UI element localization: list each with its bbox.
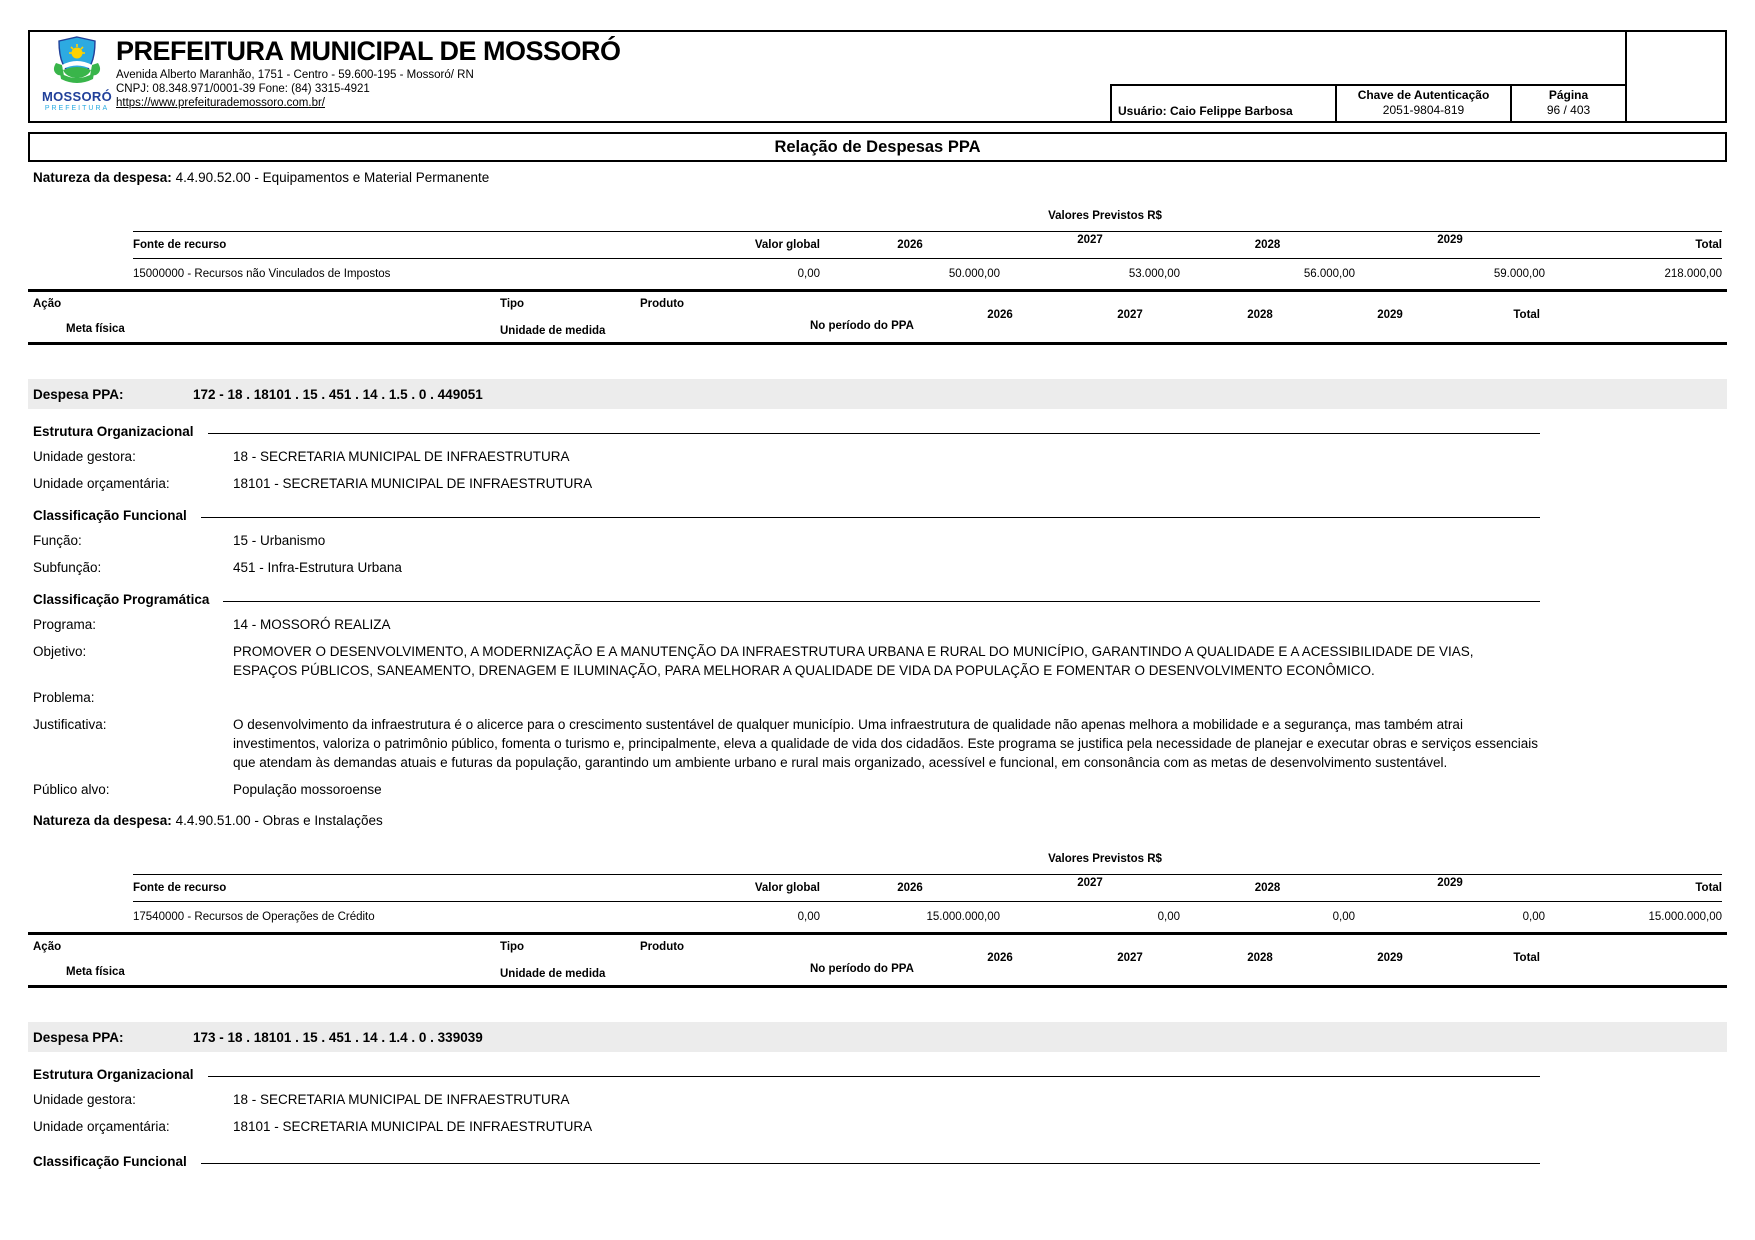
field-label: Subfunção:	[33, 560, 102, 575]
nature-value: 4.4.90.51.00 - Obras e Instalações	[175, 813, 383, 828]
header-box	[28, 30, 1627, 123]
detail-row-subfuncao	[33, 558, 1727, 577]
org-address: Avenida Alberto Maranhão, 1751 - Centro - 59.600-195 - Mossoró/ RN	[116, 69, 474, 81]
despesa-ppa-bar-1	[28, 379, 1727, 409]
cell-2028: 56.000,00	[1303, 268, 1355, 280]
field-value: 18101 - SECRETARIA MUNICIPAL DE INFRAESTRUTURA	[233, 476, 593, 491]
col-2029-label: 2029	[1437, 234, 1463, 246]
report-title-bar	[28, 132, 1727, 162]
acao-col-2027: 2027	[1117, 952, 1143, 964]
col-2027	[1000, 877, 1180, 894]
nature-label: Natureza da despesa:	[33, 170, 172, 185]
section-heading-text: Classificação Funcional	[33, 1154, 187, 1169]
col-2028: 2028	[1254, 239, 1281, 251]
field-label: Função:	[33, 533, 82, 548]
tipo-label: Tipo	[500, 298, 525, 310]
acao-label: Ação	[33, 941, 62, 953]
col-valor-global: Valor global	[754, 882, 820, 894]
section-heading-estrutura-organizacional-1	[33, 424, 1540, 439]
cell-2028: 0,00	[1332, 911, 1355, 923]
field-label: Unidade orçamentária:	[33, 1119, 170, 1134]
cell-valor-global: 0,00	[797, 268, 820, 280]
acao-label: Ação	[33, 298, 62, 310]
col-2027-label: 2027	[1077, 234, 1103, 246]
acao-col-2029: 2029	[1377, 309, 1403, 321]
nature-line	[33, 813, 1727, 828]
acao-col-2027: 2027	[1117, 309, 1143, 321]
field-label: Unidade gestora:	[33, 449, 136, 464]
user-info-strip	[1110, 84, 1625, 121]
heading-rule	[208, 1076, 1540, 1077]
acao-col-total: Total	[1513, 309, 1540, 321]
field-label: Objetivo:	[33, 644, 87, 659]
despesa-ppa-label: Despesa PPA:	[33, 1029, 124, 1045]
nature-line	[33, 170, 1727, 185]
section-heading-classificacao-funcional-2	[33, 1154, 1540, 1169]
meta-fisica-label: Meta física	[66, 323, 125, 335]
detail-row-unidade-gestora-2	[33, 1090, 1727, 1109]
col-fonte-de-recurso: Fonte de recurso	[133, 239, 227, 251]
funding-table-header-row	[133, 231, 1722, 259]
field-label: Justificativa:	[33, 717, 107, 732]
acao-col-2029: 2029	[1377, 952, 1403, 964]
section-heading-text: Estrutura Organizacional	[33, 424, 194, 439]
unidade-de-medida-label: Unidade de medida	[500, 968, 606, 980]
expense-nature-section-2	[28, 813, 1727, 988]
despesa-ppa-label: Despesa PPA:	[33, 386, 124, 402]
despesa-ppa-code: 172 - 18 . 18101 . 15 . 451 . 14 . 1.5 . 0 . 449051	[193, 386, 483, 402]
detail-row-justificativa	[33, 715, 1727, 772]
user-name: Usuário: Caio Felippe Barbosa	[1118, 104, 1293, 118]
valores-previstos-label: Valores Previstos R$	[1048, 210, 1162, 222]
field-value: 451 - Infra-Estrutura Urbana	[233, 560, 402, 575]
heading-rule	[201, 1163, 1540, 1164]
acao-col-2026: 2026	[987, 952, 1013, 964]
logo-subtitle: PREFEITURA	[44, 105, 110, 112]
cell-total: 218.000,00	[1664, 268, 1722, 280]
section-heading-classificacao-programatica	[33, 592, 1540, 607]
funding-table-row	[133, 259, 1722, 289]
field-value: O desenvolvimento da infraestrutura é o alicerce para o crescimento sustentável de qualquer município. Uma infraestrutura de qualidade não apenas melhora a mobilidade e a segurança, mas também atrai investimentos, valoriza o patrimônio público, fomenta o turismo e, principalmente, eleva a qualidade de vida dos cidadãos. Este programa se justifica pela necessidade de planejar e executar obras e serviços essenciais que atendam às demandas atuais e futuras da população, garantindo um ambiente urbano e rural mais organizado, acessível e funcional, em consonância com as metas de desenvolvimento sustentável.	[233, 717, 1538, 770]
col-2027-label: 2027	[1077, 877, 1103, 889]
auth-key-cell	[1335, 86, 1510, 121]
funding-table-header-row	[133, 874, 1722, 902]
col-2028: 2028	[1254, 882, 1281, 894]
field-value: 18 - SECRETARIA MUNICIPAL DE INFRAESTRUTURA	[233, 449, 570, 464]
detail-row-unidade-gestora-1	[33, 447, 1727, 466]
no-periodo-ppa-label: No período do PPA	[810, 963, 914, 975]
cell-valor-global: 0,00	[797, 911, 820, 923]
city-logo	[40, 35, 114, 112]
user-cell	[1112, 86, 1335, 121]
section-heading-classificacao-funcional-1	[33, 508, 1540, 523]
cell-2027: 53.000,00	[1128, 268, 1180, 280]
action-header-band-1	[28, 292, 1727, 345]
field-value: 18 - SECRETARIA MUNICIPAL DE INFRAESTRUTURA	[233, 1092, 570, 1107]
field-label: Programa:	[33, 617, 97, 632]
funding-table-2	[133, 874, 1722, 932]
field-value: 14 - MOSSORÓ REALIZA	[233, 617, 391, 632]
field-value: 15 - Urbanismo	[233, 533, 326, 548]
despesa-ppa-code: 173 - 18 . 18101 . 15 . 451 . 14 . 1.4 . 0 . 339039	[193, 1029, 483, 1045]
despesa-ppa-bar-2	[28, 1022, 1727, 1052]
detail-row-funcao	[33, 531, 1727, 550]
expense-nature-section-1	[28, 170, 1727, 345]
col-2026: 2026	[897, 882, 923, 894]
detail-row-publico-alvo	[33, 780, 1727, 799]
detail-row-unidade-orcamentaria-2	[33, 1117, 1727, 1136]
field-label: Unidade orçamentária:	[33, 476, 170, 491]
col-2027	[1000, 234, 1180, 251]
org-website-link[interactable]: https://www.prefeiturademossoro.com.br/	[116, 97, 325, 109]
cell-total: 15.000.000,00	[1648, 911, 1722, 923]
col-total: Total	[1695, 882, 1722, 894]
meta-fisica-label: Meta física	[66, 966, 125, 978]
field-value: PROMOVER O DESENVOLVIMENTO, A MODERNIZAÇÃO E A MANUTENÇÃO DA INFRAESTRUTURA URBANA E RURAL DO MUNICÍPIO, GARANTINDO A QUALIDADE E A ACESSIBILIDADE DE VIAS, ESPAÇOS PÚBLICOS, SANEAMENTO, DRENAGEM E ILUMINAÇÃO, PARA MELHORAR A QUALIDADE DE VIDA DA POPULAÇÃO E FOMENTAR O DESENVOLVIMENTO ECONÔMICO.	[233, 644, 1474, 678]
acao-col-2028: 2028	[1247, 952, 1273, 964]
heading-rule	[223, 601, 1540, 602]
funding-table-row	[133, 902, 1722, 932]
cell-2029: 59.000,00	[1493, 268, 1545, 280]
tipo-label: Tipo	[500, 941, 525, 953]
page-number-cell	[1510, 86, 1625, 121]
col-fonte-de-recurso: Fonte de recurso	[133, 882, 227, 894]
cell-2027: 0,00	[1157, 911, 1180, 923]
report-title: Relação de Despesas PPA	[774, 137, 981, 156]
detail-row-programa	[33, 615, 1727, 634]
valores-previstos-label: Valores Previstos R$	[1048, 853, 1162, 865]
heading-rule	[208, 433, 1540, 434]
heading-rule	[201, 517, 1540, 518]
nature-value: 4.4.90.52.00 - Equipamentos e Material Permanente	[175, 170, 490, 185]
nature-label: Natureza da despesa:	[33, 813, 172, 828]
field-value: População mossoroense	[233, 782, 382, 797]
header-text	[116, 36, 621, 109]
col-2029	[1355, 234, 1545, 251]
field-label: Público alvo:	[33, 782, 110, 797]
funding-table-1	[133, 231, 1722, 289]
header-corner-box	[1627, 30, 1727, 123]
page-value: 96 / 403	[1546, 103, 1591, 117]
document-header	[28, 30, 1727, 123]
cell-fonte: 17540000 - Recursos de Operações de Crédito	[133, 911, 375, 923]
cell-2029: 0,00	[1522, 911, 1545, 923]
acao-col-total: Total	[1513, 952, 1540, 964]
detail-row-objetivo	[33, 642, 1727, 680]
col-2029	[1355, 877, 1545, 894]
section-heading-estrutura-organizacional-2	[33, 1067, 1540, 1082]
col-total: Total	[1695, 239, 1722, 251]
section-heading-text: Classificação Funcional	[33, 508, 187, 523]
no-periodo-ppa-label: No período do PPA	[810, 320, 914, 332]
col-valor-global: Valor global	[754, 239, 820, 251]
section-heading-text: Classificação Programática	[33, 592, 210, 607]
cell-fonte: 15000000 - Recursos não Vinculados de Impostos	[133, 268, 391, 280]
section-heading-text: Estrutura Organizacional	[33, 1067, 194, 1082]
col-2026: 2026	[897, 239, 923, 251]
action-header-band-2	[28, 935, 1727, 988]
acao-col-2028: 2028	[1247, 309, 1273, 321]
produto-label: Produto	[640, 941, 685, 953]
city-crest-icon	[50, 35, 104, 85]
field-label: Unidade gestora:	[33, 1092, 136, 1107]
auth-key-value: 2051-9804-819	[1382, 103, 1465, 117]
detail-row-problema	[33, 688, 1727, 707]
auth-key-label: Chave de Autenticação	[1357, 88, 1490, 102]
field-value: 18101 - SECRETARIA MUNICIPAL DE INFRAESTRUTURA	[233, 1119, 593, 1134]
produto-label: Produto	[640, 298, 685, 310]
field-label: Problema:	[33, 690, 95, 705]
page-label: Página	[1548, 88, 1589, 102]
org-cnpj-phone: CNPJ: 08.348.971/0001-39 Fone: (84) 3315-4921	[116, 83, 370, 95]
org-title: PREFEITURA MUNICIPAL DE MOSSORÓ	[116, 36, 621, 66]
col-2029-label: 2029	[1437, 877, 1463, 889]
unidade-de-medida-label: Unidade de medida	[500, 325, 606, 337]
detail-row-unidade-orcamentaria-1	[33, 474, 1727, 493]
logo-city-name: MOSSORÓ	[42, 89, 112, 104]
cell-2026: 50.000,00	[948, 268, 1000, 280]
cell-2026: 15.000.000,00	[926, 911, 1000, 923]
acao-col-2026: 2026	[987, 309, 1013, 321]
